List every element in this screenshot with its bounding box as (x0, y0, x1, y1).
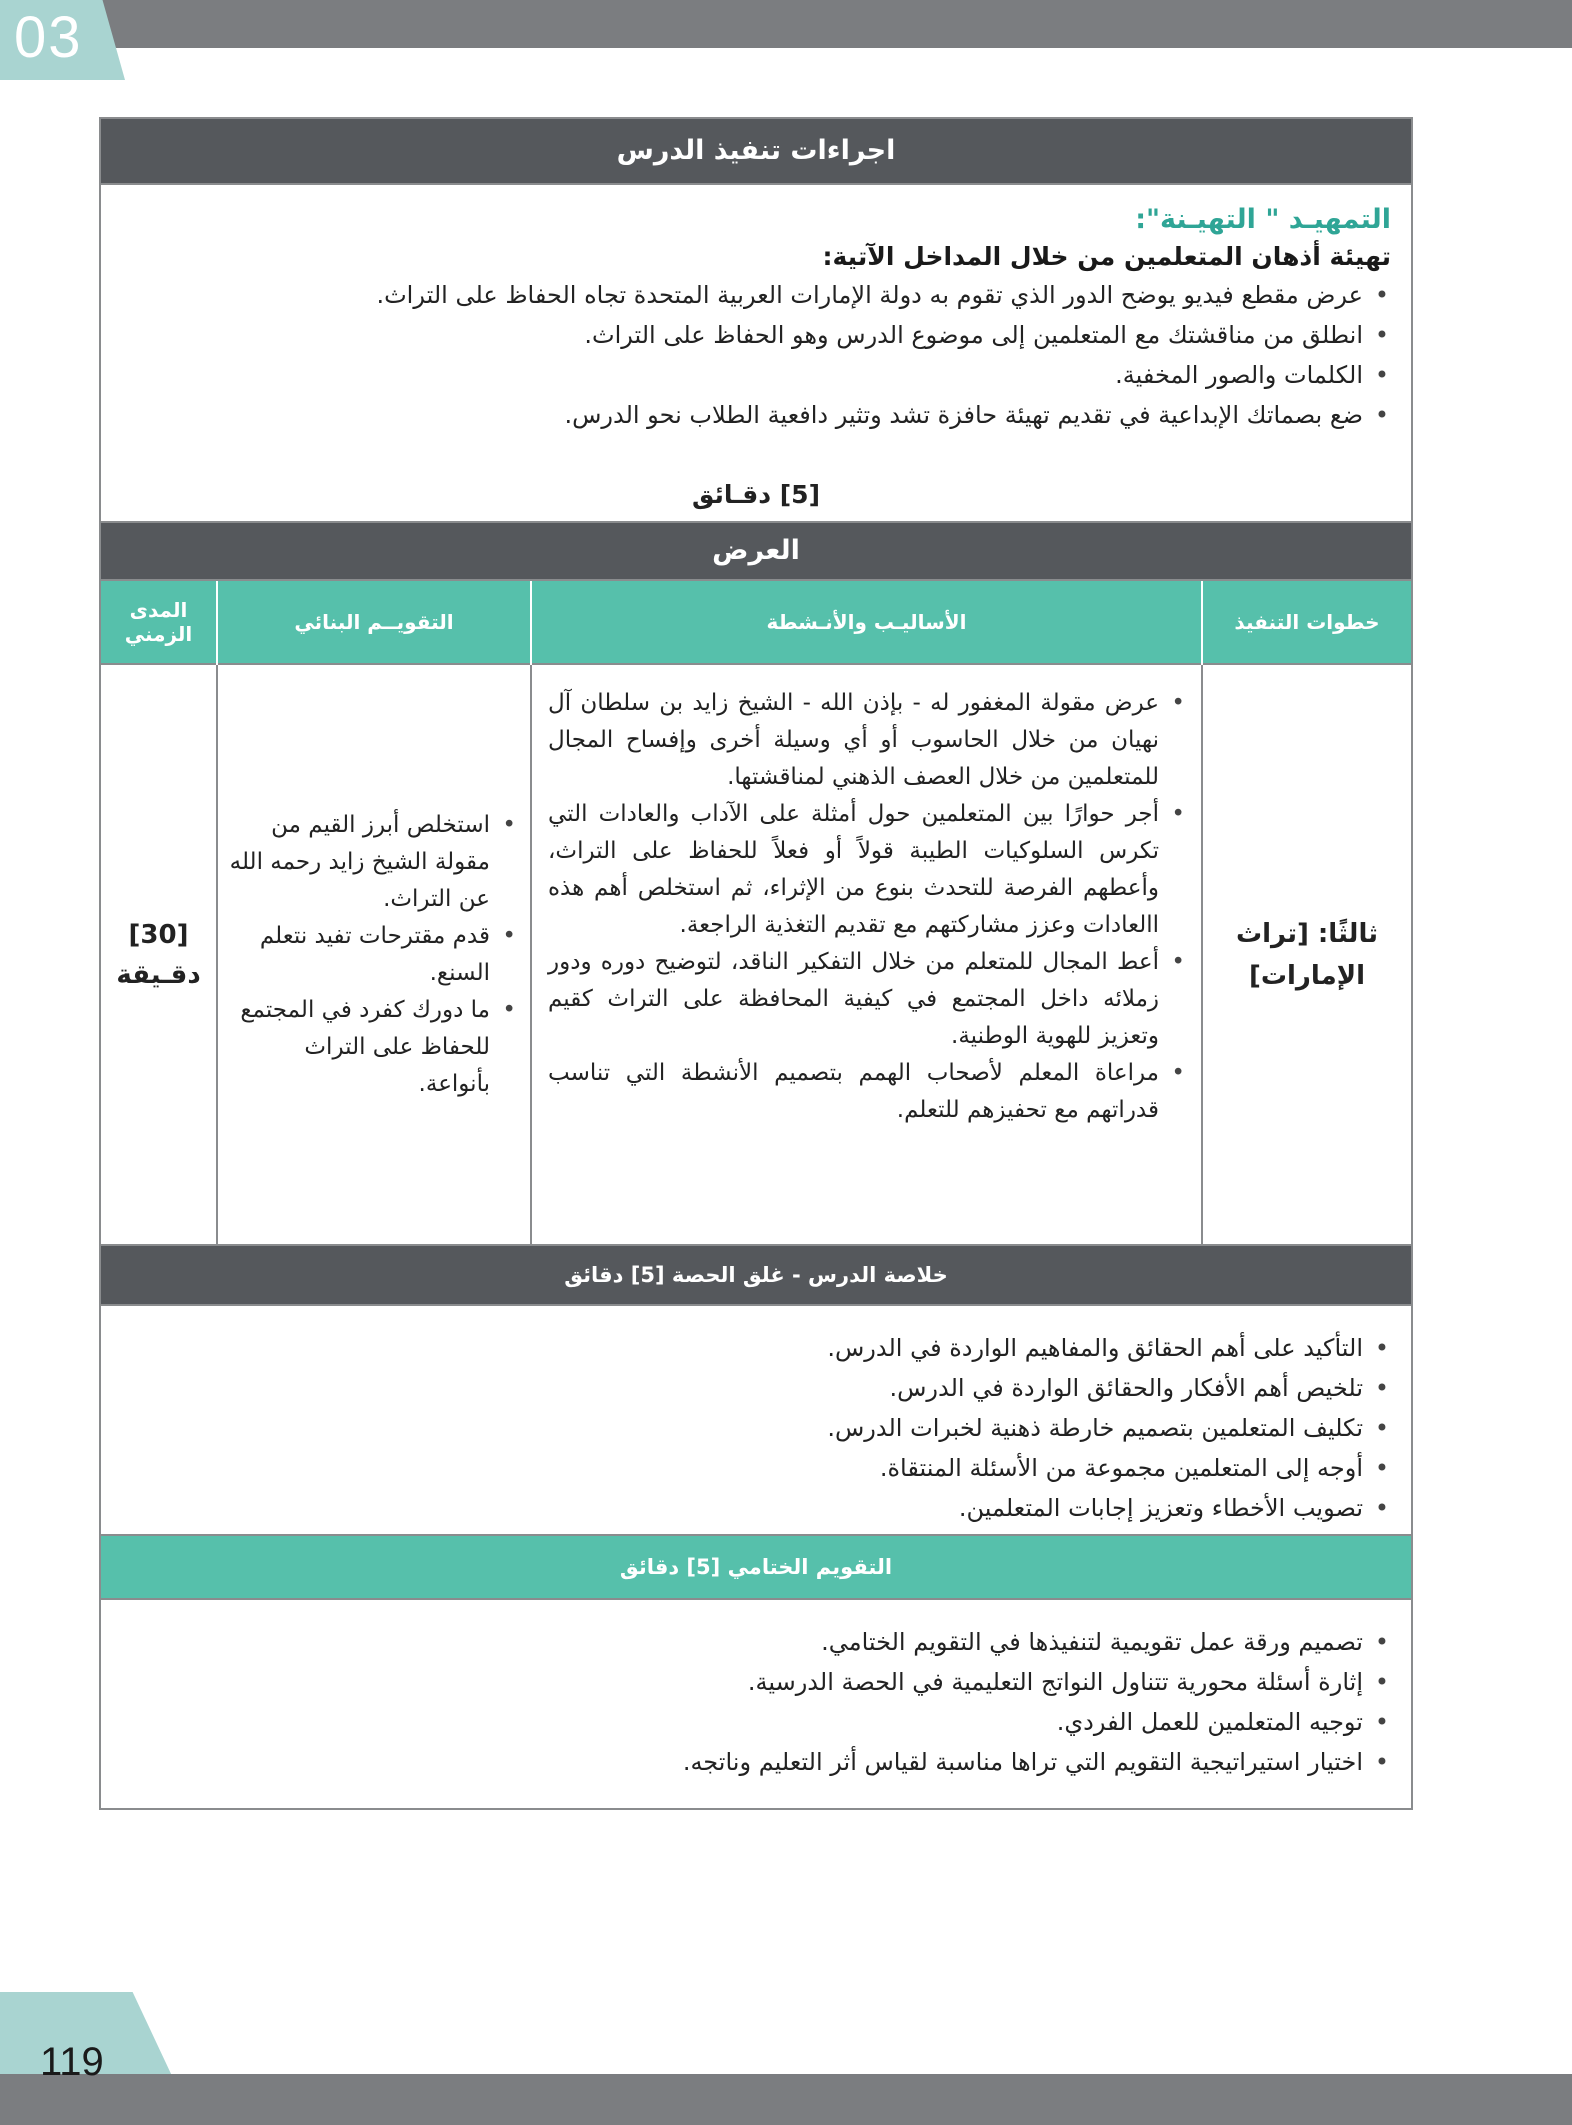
list-item: • تكليف المتعلمين بتصميم خارطة ذهنية لخبرات الدرس. (121, 1408, 1363, 1448)
list-item: • تصويب الأخطاء وتعزيز إجابات المتعلمين. (121, 1488, 1363, 1528)
list-item: • تصميم ورقة عمل تقويمية لتنفيذها في التقويم الختامي. (121, 1622, 1363, 1662)
list-item: • ما دورك كفرد في المجتمع للحفاظ على التراث بأنواعة. (228, 992, 490, 1103)
top-bar (0, 0, 1572, 48)
list-item: • أجر حوارًا بين المتعلمين حول أمثلة على الآداب والعادات التي تكرس السلوكيات الطيبة قولاً أو فعلاً للحفاظ على التراث، وأعطهم الفرصة للتحدث بنوع من الإثراء، ثم استخلص أهم هذه االعادات وعزز مشاركتهم مع تقديم التغذية الراجعة. (548, 796, 1159, 944)
col-header-evaluation: التقويــم البنائي (217, 581, 531, 664)
list-item: • مراعاة المعلم لأصحاب الهمم بتصميم الأنشطة التي تناسب قدراتهم مع تحفيزهم للتعلم. (548, 1055, 1159, 1129)
list-item: • التأكيد على أهم الحقائق والمفاهيم الواردة في الدرس. (121, 1328, 1363, 1368)
summary-list (121, 1328, 1391, 1528)
page-title: اجراءات تنفيذ الدرس (101, 119, 1411, 185)
step-label: ثالثًا: [تراث الإمارات] (1236, 918, 1378, 991)
table-row (101, 664, 1411, 1244)
col-header-duration: المدى الزمني (101, 581, 217, 664)
list-item: • استخلص أبرز القيم من مقولة الشيخ زايد رحمه الله عن التراث. (228, 807, 490, 918)
summary-title: خلاصة الدرس - غلق الحصة [5] دقائق (101, 1244, 1411, 1306)
final-eval-title: التقويم الختامي [5] دقائق (101, 1536, 1411, 1600)
intro-subheading: تهيئة أذهان المتعلمين من خلال المداخل الآتية: (822, 242, 1391, 271)
list-item: • عرض مقولة المغفور له - بإذن الله - الشيخ زايد بن سلطان آل نهيان من خلال الحاسوب أو أي وسيلة أخرى وإفساح المجال للمتعلمين من خلال العصف الذهني لمناقشتها. (548, 685, 1159, 796)
list-item: • إثارة أسئلة محورية تتناول النواتج التعليمية في الحصة الدرسية. (121, 1662, 1363, 1702)
col-header-activities: الأساليـب والأنـشطة (531, 581, 1202, 664)
intro-heading: التمهيـد " التهيـنة": (1135, 204, 1391, 235)
presentation-grid (101, 581, 1411, 1244)
summary-section (101, 1306, 1411, 1536)
bottom-bar (0, 2074, 1572, 2125)
duration-cell (101, 664, 217, 1244)
list-item: • انطلق من مناقشتك مع المتعلمين إلى موضوع الدرس وهو الحفاظ على التراث. (121, 315, 1363, 355)
step-cell (1202, 664, 1411, 1244)
evaluation-list (228, 807, 518, 1103)
list-item: • قدم مقترحات تفيد نتعلم السنع. (228, 918, 490, 992)
list-item: • أعط المجال للمتعلم من خلال التفكير الناقد، لتوضيح دوره ودور زملائه داخل المجتمع في كيفية المحافظة على التراث كقيم وتعزيز للهوية الوطنية. (548, 944, 1159, 1055)
col-header-steps: خطوات التنفيذ (1202, 581, 1411, 664)
duration-value: [30] (128, 919, 189, 950)
lesson-procedures-table (99, 117, 1413, 1810)
intro-list (121, 275, 1391, 435)
activities-list (548, 685, 1187, 1129)
intro-time: [5] دقـائق (691, 480, 821, 509)
presentation-title: العرض (101, 523, 1411, 581)
intro-section (101, 185, 1411, 523)
evaluation-cell (217, 664, 531, 1244)
duration-unit: دقـيقة (116, 959, 201, 990)
activities-cell (531, 664, 1202, 1244)
list-item: • الكلمات والصور المخفية. (121, 355, 1363, 395)
final-eval-section (101, 1600, 1411, 1782)
list-item: • أوجه إلى المتعلمين مجموعة من الأسئلة المنتقاة. (121, 1448, 1363, 1488)
grid-header-row (101, 581, 1411, 664)
list-item: • اختيار استيراتيجية التقويم التي تراها مناسبة لقياس أثر التعليم وناتجه. (121, 1742, 1363, 1782)
final-eval-list (121, 1622, 1391, 1782)
chapter-number: 03 (14, 5, 83, 70)
list-item: • ضع بصماتك الإبداعية في تقديم تهيئة حافزة تشد وتثير دافعية الطلاب نحو الدرس. (121, 395, 1363, 435)
list-item: • تلخيص أهم الأفكار والحقائق الواردة في الدرس. (121, 1368, 1363, 1408)
list-item: • توجيه المتعلمين للعمل الفردي. (121, 1702, 1363, 1742)
page-number: 119 (40, 2040, 104, 2084)
list-item: • عرض مقطع فيديو يوضح الدور الذي تقوم به دولة الإمارات العربية المتحدة تجاه الحفاظ على التراث. (121, 275, 1363, 315)
